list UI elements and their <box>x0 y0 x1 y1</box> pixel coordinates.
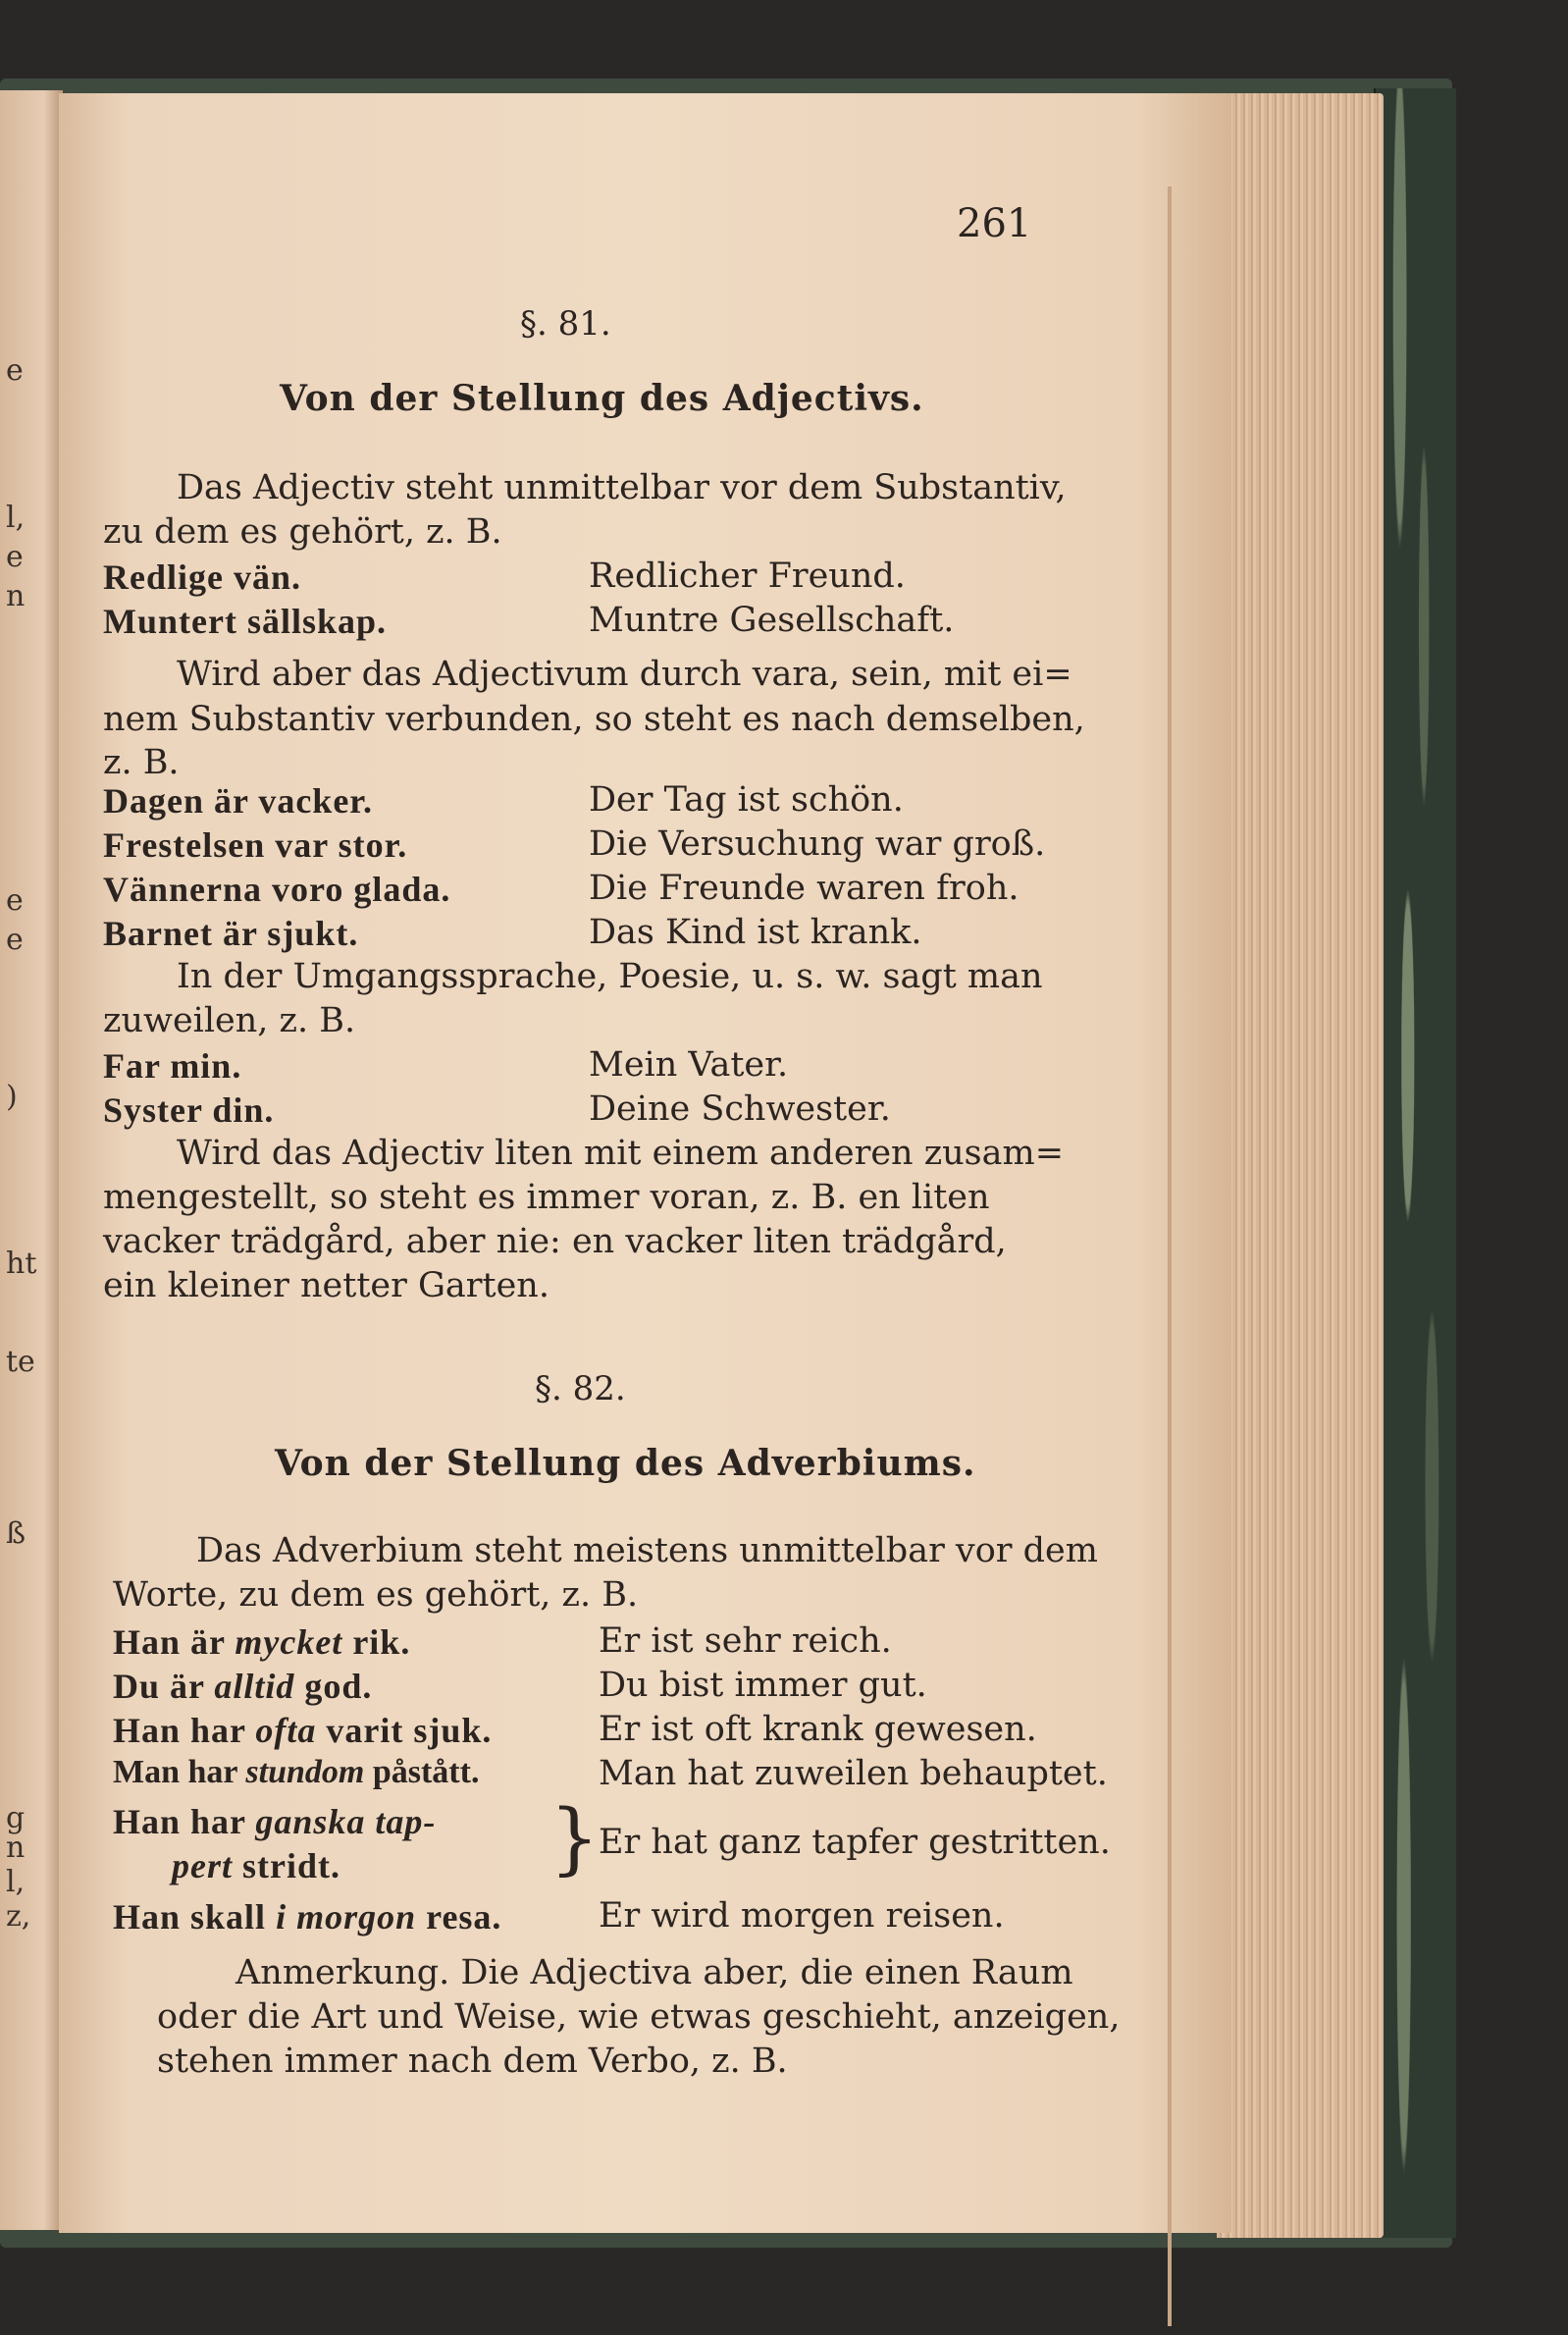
example-sv: Barnet är sjukt. <box>103 914 359 953</box>
example-sv-braced-2: pert stridt. <box>172 1846 340 1885</box>
left-page-fragment: z, <box>6 1899 31 1934</box>
example-sv: Frestelsen var stor. <box>103 825 408 865</box>
left-page-fragment: e <box>6 353 24 388</box>
brace-icon: } <box>549 1792 600 1884</box>
s81-para3-2: zuweilen, z. B. <box>103 1001 356 1040</box>
s82-note-2: oder die Art und Weise, wie etwas geschieht, anzeigen, <box>157 1997 1121 2037</box>
left-page-fragment: e <box>6 923 24 957</box>
example-de: Redlicher Freund. <box>589 557 906 596</box>
example-de: Die Versuchung war groß. <box>589 824 1046 864</box>
page-edges <box>1217 93 1384 2238</box>
section-81-number: §. 81. <box>520 304 611 344</box>
example-sv: Far min. <box>103 1046 242 1086</box>
example-de: Deine Schwester. <box>589 1089 891 1129</box>
s81-para2-3: z. B. <box>103 743 180 782</box>
s82-intro-2: Worte, zu dem es gehört, z. B. <box>113 1575 639 1615</box>
example-sv: Muntert sällskap. <box>103 602 388 641</box>
book-page <box>59 93 1231 2233</box>
example-sv: Han har ofta varit sjuk. <box>113 1711 493 1750</box>
example-sv: Syster din. <box>103 1090 275 1130</box>
example-de: Er ist oft krank gewesen. <box>599 1710 1037 1749</box>
left-page-fragment: g <box>6 1801 26 1835</box>
page-number: 261 <box>957 201 1032 246</box>
example-sv: Vännerna voro glada. <box>103 870 451 909</box>
section-82-title: Von der Stellung des Adverbiums. <box>275 1443 976 1484</box>
marbled-edge <box>1374 88 1456 2238</box>
example-de: Er ist sehr reich. <box>599 1621 892 1661</box>
example-de: Er wird morgen reisen. <box>599 1896 1005 1936</box>
example-de: Du bist immer gut. <box>599 1666 927 1705</box>
example-de: Man hat zuweilen behauptet. <box>599 1754 1108 1793</box>
example-sv: Du är alltid god. <box>113 1667 373 1706</box>
s81-para2-1: Wird aber das Adjectivum durch vara, sein, mit ei= <box>177 655 1072 694</box>
example-de: Er hat ganz tapfer gestritten. <box>599 1823 1111 1862</box>
s81-para3-1: In der Umgangssprache, Poesie, u. s. w. sagt man <box>177 957 1043 996</box>
example-sv: Han är mycket rik. <box>113 1622 411 1662</box>
example-sv-braced-1: Han har ganska tap- <box>113 1802 437 1841</box>
s81-para4-1: Wird das Adjectiv liten mit einem anderen zusam= <box>177 1134 1065 1173</box>
example-de: Das Kind ist krank. <box>589 913 922 952</box>
left-page-fragment: ) <box>6 1080 18 1114</box>
example-sv: Man har stundom påstått. <box>113 1754 480 1790</box>
left-page-fragment: l, <box>6 1865 26 1899</box>
s82-intro-1: Das Adverbium steht meistens unmittelbar vor dem <box>196 1531 1098 1570</box>
example-de: Der Tag ist schön. <box>589 780 904 820</box>
s81-intro-2: zu dem es gehört, z. B. <box>103 512 502 552</box>
section-82-number: §. 82. <box>535 1369 626 1408</box>
s82-note-3: stehen immer nach dem Verbo, z. B. <box>157 2042 788 2081</box>
s82-note-1: Anmerkung. Die Adjectiva aber, die einen Raum <box>235 1953 1073 1992</box>
left-page-fragment: e <box>6 883 24 918</box>
left-page-fragment: ht <box>6 1247 37 1281</box>
example-sv: Han skall i morgon resa. <box>113 1897 502 1937</box>
left-page-fragment: n <box>6 579 26 613</box>
s81-para4-4: ein kleiner netter Garten. <box>103 1266 549 1305</box>
left-page-fragment: n <box>6 1831 26 1865</box>
s81-para4-2: mengestellt, so steht es immer voran, z. B. en liten <box>103 1178 990 1217</box>
example-sv: Redlige vän. <box>103 557 302 597</box>
example-de: Muntre Gesellschaft. <box>589 601 955 640</box>
s81-intro-1: Das Adjectiv steht unmittelbar vor dem Substantiv, <box>177 468 1067 507</box>
example-sv: Dagen är vacker. <box>103 781 373 821</box>
example-de: Mein Vater. <box>589 1045 789 1085</box>
s81-para2-2: nem Substantiv verbunden, so steht es nach demselben, <box>103 700 1085 739</box>
section-81-title: Von der Stellung des Adjectivs. <box>280 378 924 419</box>
s81-para4-3: vacker trädgård, aber nie: en vacker liten trädgård, <box>103 1222 1007 1261</box>
page-fold <box>1168 186 1172 2326</box>
left-page-fragment: te <box>6 1345 35 1379</box>
left-page-fragment: ß <box>6 1516 26 1551</box>
left-page-fragment: e <box>6 540 24 574</box>
left-page-fragment: l, <box>6 501 26 535</box>
example-de: Die Freunde waren froh. <box>589 869 1019 908</box>
